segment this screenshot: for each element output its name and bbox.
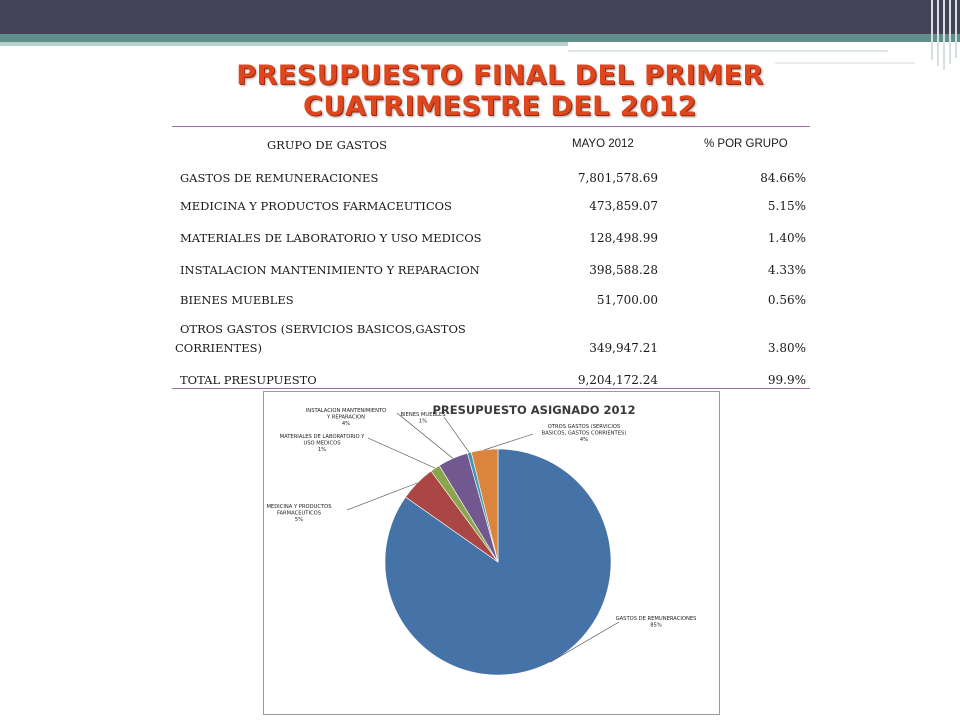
slice-label: MATERIALES DE LABORATORIO Y USO MEDICOS 1% <box>279 434 365 453</box>
slice-label: GASTOS DE REMUNERACIONES 85% <box>615 616 697 629</box>
pie-chart-panel <box>263 391 720 715</box>
table-bottom-rule <box>172 388 810 389</box>
corner-decoration <box>925 0 960 72</box>
title-line-1: PRESUPUESTO FINAL DEL PRIMER <box>236 60 764 91</box>
teal-stripe <box>0 34 960 42</box>
header-amount: MAYO 2012 <box>572 138 634 150</box>
light-teal-stripe <box>0 42 568 46</box>
cell-percent: 5.15% <box>767 199 806 213</box>
slide-title <box>160 60 840 122</box>
cell-percent: 99.9% <box>767 373 806 387</box>
cell-group: TOTAL PRESUPUESTO <box>180 373 317 387</box>
cell-group: GASTOS DE REMUNERACIONES <box>180 171 379 185</box>
slice-label: BIENES MUEBLES 1% <box>400 412 446 425</box>
slice-label: MEDICINA Y PRODUCTOS FARMACEUTICOS 5% <box>266 504 332 523</box>
top-banner <box>0 0 960 36</box>
slice-label: OTROS GASTOS (SERVICIOS BASICOS, GASTOS CORRIENTES) 4% <box>541 424 627 443</box>
cell-group: BIENES MUEBLES <box>180 293 294 307</box>
cell-percent: 84.66% <box>760 171 806 185</box>
cell-percent: 3.80% <box>767 341 806 355</box>
cell-group: INSTALACION MANTENIMIENTO Y REPARACION <box>180 263 480 277</box>
cell-amount: 473,859.07 <box>589 199 658 213</box>
cell-percent: 4.33% <box>767 263 806 277</box>
cell-amount: 9,204,172.24 <box>577 373 658 387</box>
cell-amount: 128,498.99 <box>589 231 658 245</box>
decor-line <box>568 50 888 52</box>
leader-line <box>444 417 469 453</box>
cell-group-line2: CORRIENTES) <box>175 341 262 355</box>
cell-amount: 349,947.21 <box>589 341 658 355</box>
leader-line <box>485 434 533 450</box>
cell-percent: 1.40% <box>767 231 806 245</box>
cell-amount: 51,700.00 <box>596 293 658 307</box>
table-top-rule <box>172 126 810 127</box>
pie-chart <box>264 392 719 714</box>
title-line-2: CUATRIMESTRE DEL 2012 <box>303 91 697 122</box>
header-percent: % POR GRUPO <box>704 138 788 150</box>
cell-amount: 398,588.28 <box>589 263 658 277</box>
cell-group: MATERIALES DE LABORATORIO Y USO MEDICOS <box>180 231 482 245</box>
cell-amount: 7,801,578.69 <box>577 171 658 185</box>
header-group: GRUPO DE GASTOS <box>267 138 387 152</box>
cell-percent: 0.56% <box>767 293 806 307</box>
chart-title: PRESUPUESTO ASIGNADO 2012 <box>432 403 636 417</box>
slice-label: INSTALACION MANTENIMIENTO Y REPARACION 4% <box>305 408 387 427</box>
leader-line <box>368 438 435 468</box>
cell-group: OTROS GASTOS (SERVICIOS BASICOS,GASTOS <box>180 322 466 336</box>
cell-group: MEDICINA Y PRODUCTOS FARMACEUTICOS <box>180 199 452 213</box>
